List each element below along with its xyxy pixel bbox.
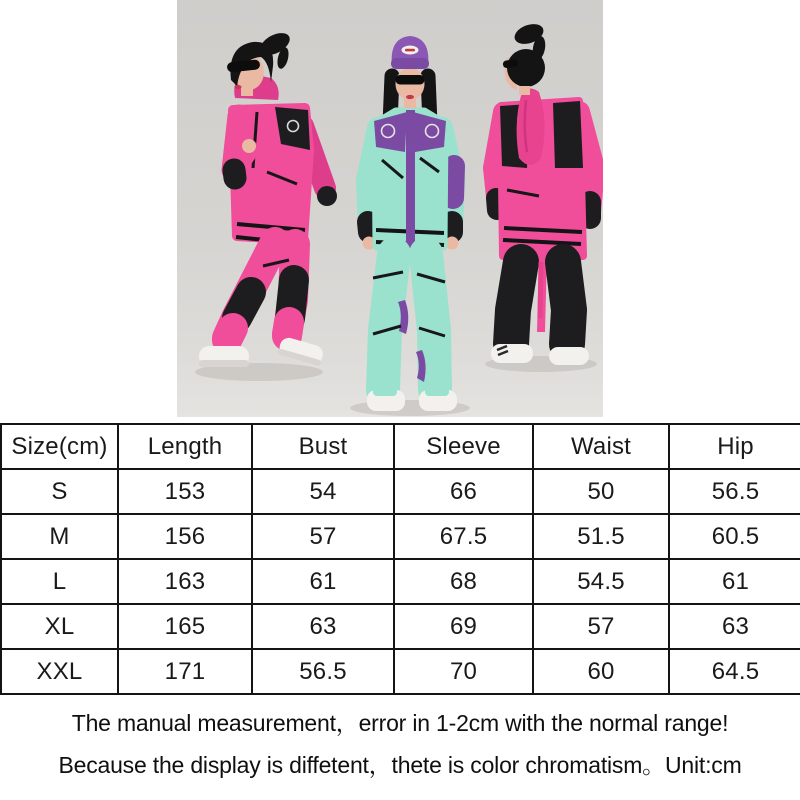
right-model-figure — [485, 20, 597, 372]
cell-hip: 63 — [669, 604, 800, 649]
cell-length: 156 — [118, 514, 252, 559]
col-header-hip: Hip — [669, 424, 800, 469]
cell-hip: 61 — [669, 559, 800, 604]
right-model-suit — [500, 89, 583, 257]
cell-hip: 64.5 — [669, 649, 800, 694]
note-line-1: The manual measurement，error in 1-2cm with the normal range! — [71, 710, 729, 736]
cell-length: 171 — [118, 649, 252, 694]
cell-length: 165 — [118, 604, 252, 649]
cell-bust: 57 — [252, 514, 394, 559]
col-header-sleeve: Sleeve — [394, 424, 533, 469]
cell-sleeve: 67.5 — [394, 514, 533, 559]
cell-bust: 61 — [252, 559, 394, 604]
size-row-m — [1, 514, 800, 559]
size-row-xl — [1, 604, 800, 649]
left-model-hand — [242, 139, 256, 153]
cell-hip: 60.5 — [669, 514, 800, 559]
col-header-waist: Waist — [533, 424, 669, 469]
left-model-suit — [233, 107, 310, 244]
cell-size: S — [1, 469, 118, 514]
cell-sleeve: 70 — [394, 649, 533, 694]
col-header-size: Size(cm) — [1, 424, 118, 469]
cell-waist: 57 — [533, 604, 669, 649]
cell-length: 163 — [118, 559, 252, 604]
cell-size: M — [1, 514, 118, 559]
size-chart-table — [0, 423, 800, 695]
right-model-head — [503, 20, 547, 95]
cell-size: XL — [1, 604, 118, 649]
cell-bust: 63 — [252, 604, 394, 649]
cell-waist: 51.5 — [533, 514, 669, 559]
cell-bust: 56.5 — [252, 649, 394, 694]
size-chart-header-row — [1, 424, 800, 469]
product-photo — [177, 0, 603, 417]
cell-sleeve: 69 — [394, 604, 533, 649]
center-model-sunglasses — [396, 75, 425, 85]
size-row-s — [1, 469, 800, 514]
cell-size: XXL — [1, 649, 118, 694]
cell-hip: 56.5 — [669, 469, 800, 514]
cell-waist: 54.5 — [533, 559, 669, 604]
models-illustration — [177, 0, 603, 417]
cell-bust: 54 — [252, 469, 394, 514]
size-row-l — [1, 559, 800, 604]
right-model-pants — [511, 254, 569, 344]
col-header-bust: Bust — [252, 424, 394, 469]
cell-waist: 60 — [533, 649, 669, 694]
cell-waist: 50 — [533, 469, 669, 514]
cell-sleeve: 66 — [394, 469, 533, 514]
note-line-2: Because the display is diffetent，thete is color chromatism。Unit:cm — [58, 752, 742, 778]
cell-size: L — [1, 559, 118, 604]
right-model-hood — [517, 89, 545, 166]
measurement-notes — [0, 702, 800, 786]
col-header-length: Length — [118, 424, 252, 469]
cell-length: 153 — [118, 469, 252, 514]
center-model-suit — [374, 110, 446, 252]
size-row-xxl — [1, 649, 800, 694]
cell-sleeve: 68 — [394, 559, 533, 604]
